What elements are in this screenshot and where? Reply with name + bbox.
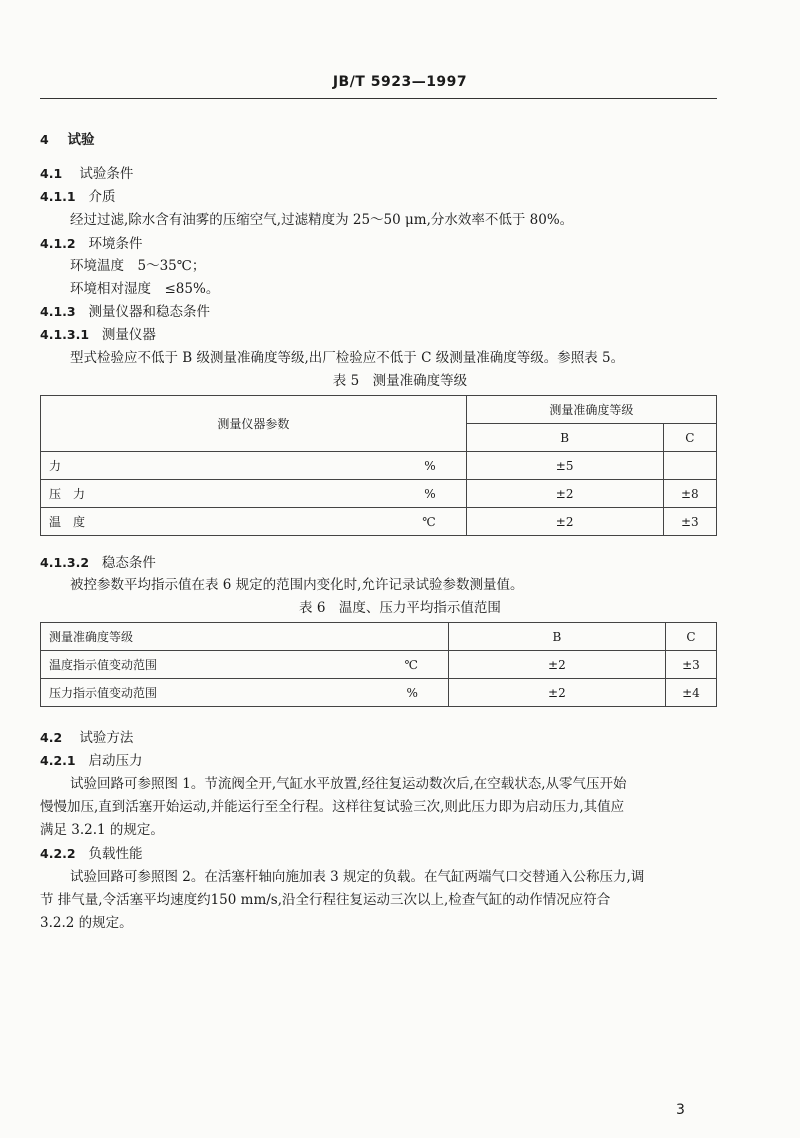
table-cell-param: 压力指示值变动范围 — [41, 679, 329, 707]
section-number: 4.1 — [40, 166, 63, 181]
section-4-2-1-heading — [40, 752, 142, 770]
table-row — [41, 679, 717, 707]
table-6-caption: 表 6 温度、压力平均指示值范围 — [299, 600, 501, 616]
table-header-c: C — [663, 424, 716, 452]
section-4-1-3-1-heading — [40, 326, 156, 344]
section-number: 4.1.3.2 — [40, 555, 90, 570]
table-cell-b: ±2 — [448, 679, 665, 707]
table-cell-b: ±2 — [466, 480, 663, 508]
section-title: 负载性能 — [88, 846, 143, 862]
section-4-1-3-1-text: 型式检验应不低于 B 级测量准确度等级,出厂检验应不低于 C 级测量准确度等级。参照表 5。 — [70, 350, 625, 366]
table-cell-unit: ℃ — [255, 508, 467, 536]
section-number: 4.2.2 — [40, 846, 76, 861]
ambient-humidity: 环境相对湿度 ≤85%。 — [70, 281, 220, 297]
section-4-2-2-text-1: 试验回路可参照图 2。在活塞杆轴向施加表 3 规定的负载。在气缸两端气口交替通入公称压力,调 — [70, 869, 645, 885]
section-number: 4.1.2 — [40, 236, 76, 251]
table-header-b: B — [466, 424, 663, 452]
table-header-c: C — [665, 623, 716, 651]
table-header-label: 测量准确度等级 — [41, 623, 449, 651]
section-4-heading — [40, 131, 95, 149]
section-title: 试验方法 — [79, 730, 134, 746]
section-4-1-1-heading — [40, 188, 115, 206]
section-4-2-1-text-3: 满足 3.2.1 的规定。 — [40, 822, 164, 838]
table-5 — [40, 395, 717, 536]
section-4-1-2-heading — [40, 235, 142, 253]
section-title: 测量仪器 — [101, 327, 156, 343]
table-cell-unit: % — [255, 480, 467, 508]
table-cell-c — [663, 452, 716, 480]
section-4-2-2-heading — [40, 845, 142, 863]
ambient-temperature: 环境温度 5～35℃； — [70, 258, 206, 274]
section-4-1-heading — [40, 165, 133, 183]
section-4-1-3-2-text: 被控参数平均指示值在表 6 规定的范围内变化时,允许记录试验参数测量值。 — [70, 577, 524, 593]
table-cell-param: 温度指示值变动范围 — [41, 651, 329, 679]
table-cell-param: 温 度 — [41, 508, 255, 536]
section-4-2-1-text-2: 慢慢加压,直到活塞开始运动,并能运行至全行程。这样往复试验三次,则此压力即为启动压力,其值应 — [40, 799, 625, 815]
table-cell-c: ±3 — [663, 508, 716, 536]
section-4-1-1-text: 经过过滤,除水含有油雾的压缩空气,过滤精度为 25～50 μm,分水效率不低于 80%。 — [70, 212, 574, 228]
section-number: 4 — [40, 132, 49, 147]
section-title: 试验条件 — [79, 166, 134, 182]
table-5-caption: 表 5 测量准确度等级 — [332, 373, 468, 389]
header-rule — [40, 98, 717, 99]
document-header: JB/T 5923—1997 — [332, 74, 468, 90]
table-header-b: B — [448, 623, 665, 651]
table-cell-b: ±2 — [448, 651, 665, 679]
table-row — [41, 480, 717, 508]
table-header-grade: 测量准确度等级 — [466, 396, 716, 424]
table-cell-unit: % — [328, 679, 448, 707]
table-cell-c: ±3 — [665, 651, 716, 679]
section-number: 4.1.3 — [40, 304, 76, 319]
table-row — [41, 452, 717, 480]
table-cell-unit: % — [255, 452, 467, 480]
table-cell-b: ±2 — [466, 508, 663, 536]
table-cell-c: ±8 — [663, 480, 716, 508]
table-row — [41, 508, 717, 536]
section-title: 介质 — [88, 189, 116, 205]
section-number: 4.2.1 — [40, 753, 76, 768]
table-cell-param: 力 — [41, 452, 255, 480]
table-6 — [40, 622, 717, 707]
section-4-1-3-heading — [40, 303, 210, 321]
section-4-2-heading — [40, 729, 133, 747]
section-4-2-2-text-2: 节 排气量,令活塞平均速度约150 mm/s,沿全行程往复运动三次以上,检查气缸的动作情况应符合 — [40, 892, 611, 908]
section-number: 4.1.3.1 — [40, 327, 90, 342]
section-4-2-2-text-3: 3.2.2 的规定。 — [40, 915, 133, 931]
section-title: 测量仪器和稳态条件 — [88, 304, 210, 320]
section-title: 稳态条件 — [101, 555, 156, 571]
section-number: 4.1.1 — [40, 189, 76, 204]
table-cell-unit: ℃ — [328, 651, 448, 679]
section-title: 环境条件 — [88, 236, 143, 252]
table-cell-param: 压 力 — [41, 480, 255, 508]
section-4-1-3-2-heading — [40, 554, 156, 572]
table-cell-b: ±5 — [466, 452, 663, 480]
table-row — [41, 651, 717, 679]
section-number: 4.2 — [40, 730, 63, 745]
section-title: 启动压力 — [88, 753, 143, 769]
section-title: 试验 — [67, 132, 95, 148]
section-4-2-1-text-1: 试验回路可参照图 1。节流阀全开,气缸水平放置,经往复运动数次后,在空载状态,从零气压开始 — [70, 776, 627, 792]
table-header-param: 测量仪器参数 — [41, 396, 467, 452]
table-cell-c: ±4 — [665, 679, 716, 707]
page-number: 3 — [676, 1102, 685, 1118]
